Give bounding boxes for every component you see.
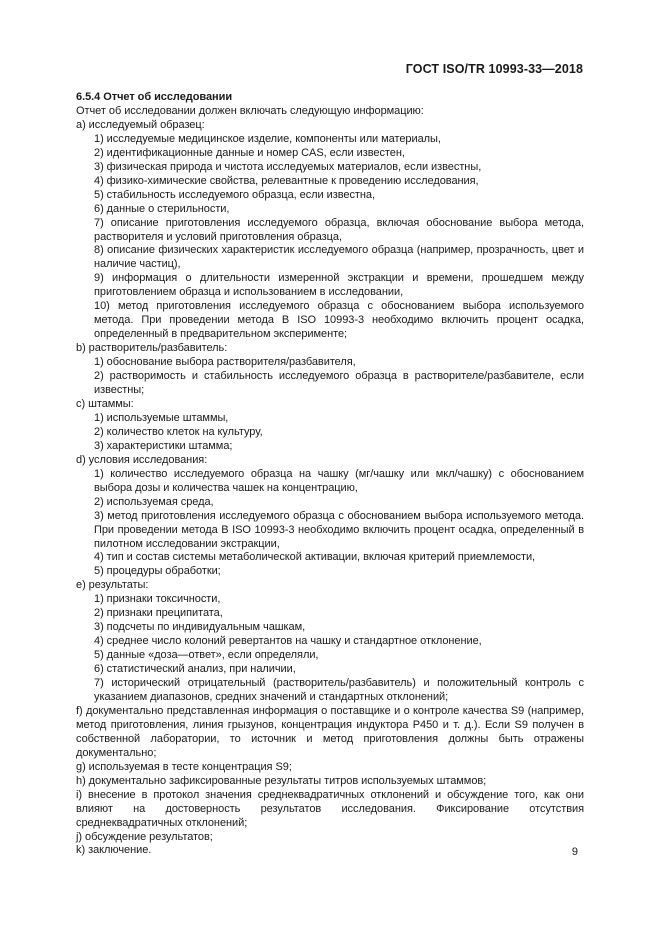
list-item: e) результаты: [76,579,149,592]
list-item: k) заключение. [76,844,152,857]
list-item: 3) характеристики штамма; [94,439,233,452]
list-item: 2) признаки преципитата, [94,607,223,620]
list-item: f) документально представленная информация о поставщике и о контроле качества S9 (например, метод приготовления, линия грызунов, концентрация индуктора Р450 и т. д.). Если S9 получен в собственной лаборатории, то источник и метод приготовления должны быть отражены документально; [76,704,584,759]
list-item: 2) количество клеток на культуру, [94,425,263,438]
list-item: 5) процедуры обработки; [94,565,221,578]
document-header: ГОСТ ISO/TR 10993-33—2018 [405,62,583,76]
list-item: b) растворитель/разбавитель: [76,342,228,355]
list-item: 3) метод приготовления исследуемого образца с обоснованием выбора используемого метода. При проведении метода В ISO 10993-3 необходимо включить процент осадка, определенный в пилотном исследовании экстракции, [94,509,584,550]
list-item: 7) описание приготовления исследуемого образца, включая обоснование выбора метода, растворителя и условий приготовления образца, [94,216,584,243]
list-item: 9) информация о длительности измеренной экстракции и времени, прошедшем между приготовлением образца и использованием в исследовании, [94,272,584,299]
list-item: j) обсуждение результатов; [76,830,213,843]
list-item: 6) статистический анализ, при наличии, [94,663,296,676]
list-item: g) используемая в тесте концентрация S9; [76,760,292,773]
section-heading: 6.5.4 Отчет об исследовании [76,91,233,103]
list-item: 8) описание физических характеристик исследуемого образца (например, прозрачность, цвет и наличие частиц), [94,244,584,271]
list-item: 1) исследуемые медицинское изделие, компоненты или материалы, [94,132,441,145]
list-item: h) документально зафиксированные результаты титров используемых штаммов; [76,774,487,787]
list-item: 1) используемые штаммы, [94,411,229,424]
list-item: 4) физико-химические свойства, релевантные к проведению исследования, [94,174,479,187]
page-number: 9 [571,846,578,858]
list-item: 5) данные «доза—ответ», если определяли, [94,649,319,662]
list-item: 2) растворимость и стабильность исследуемого образца в растворителе/разбавителе, если известны; [94,370,584,397]
list-item: 2) используемая среда, [94,495,214,508]
list-item: 1) признаки токсичности, [94,593,221,606]
document-body [60,91,584,858]
list-item: 4) среднее число колоний ревертантов на чашку и стандартное отклонение, [94,635,482,648]
intro-paragraph: Отчет об исследовании должен включать следующую информацию: [76,104,424,117]
list-item: 2) идентификационные данные и номер CAS, если известен, [94,146,405,159]
list-item: d) условия исследования: [76,453,208,466]
list-item: 7) исторический отрицательный (растворитель/разбавитель) и положительный контроль с указанием диапазонов, средних значений и стандартных отклонений; [94,677,584,703]
list-item: 3) физическая природа и чистота исследуемых материалов, если известны, [94,160,482,173]
list-item: 3) подсчеты по индивидуальным чашкам, [94,621,306,634]
list-item: c) штаммы: [76,397,134,410]
list-item: 1) количество исследуемого образца на чашку (мг/чашку или мкл/чашку) с обоснованием выбора дозы и количества чашек на концентрацию, [94,467,584,494]
list-item: 1) обоснование выбора растворителя/разбавителя, [94,356,356,369]
list-item: 4) тип и состав системы метаболической активации, включая критерий приемлемости, [94,551,536,564]
list-item: 6) данные о стерильности, [94,202,230,215]
list-item: 5) стабильность исследуемого образца, если известна, [94,188,376,201]
list-item: a) исследуемый образец: [76,118,205,131]
list-item: i) внесение в протокол значения среднеквадратичных отклонений и обсуждение того, как они влияют на достоверность результатов исследования. Фиксирование отсутствия среднеквадратичных отклонений; [76,788,584,829]
list-item: 10) метод приготовления исследуемого образца с обоснованием выбора используемого метода. При проведении метода В ISO 10993-3 необходимо включить процент осадка, определенный в предварительном эксперименте; [94,300,584,341]
